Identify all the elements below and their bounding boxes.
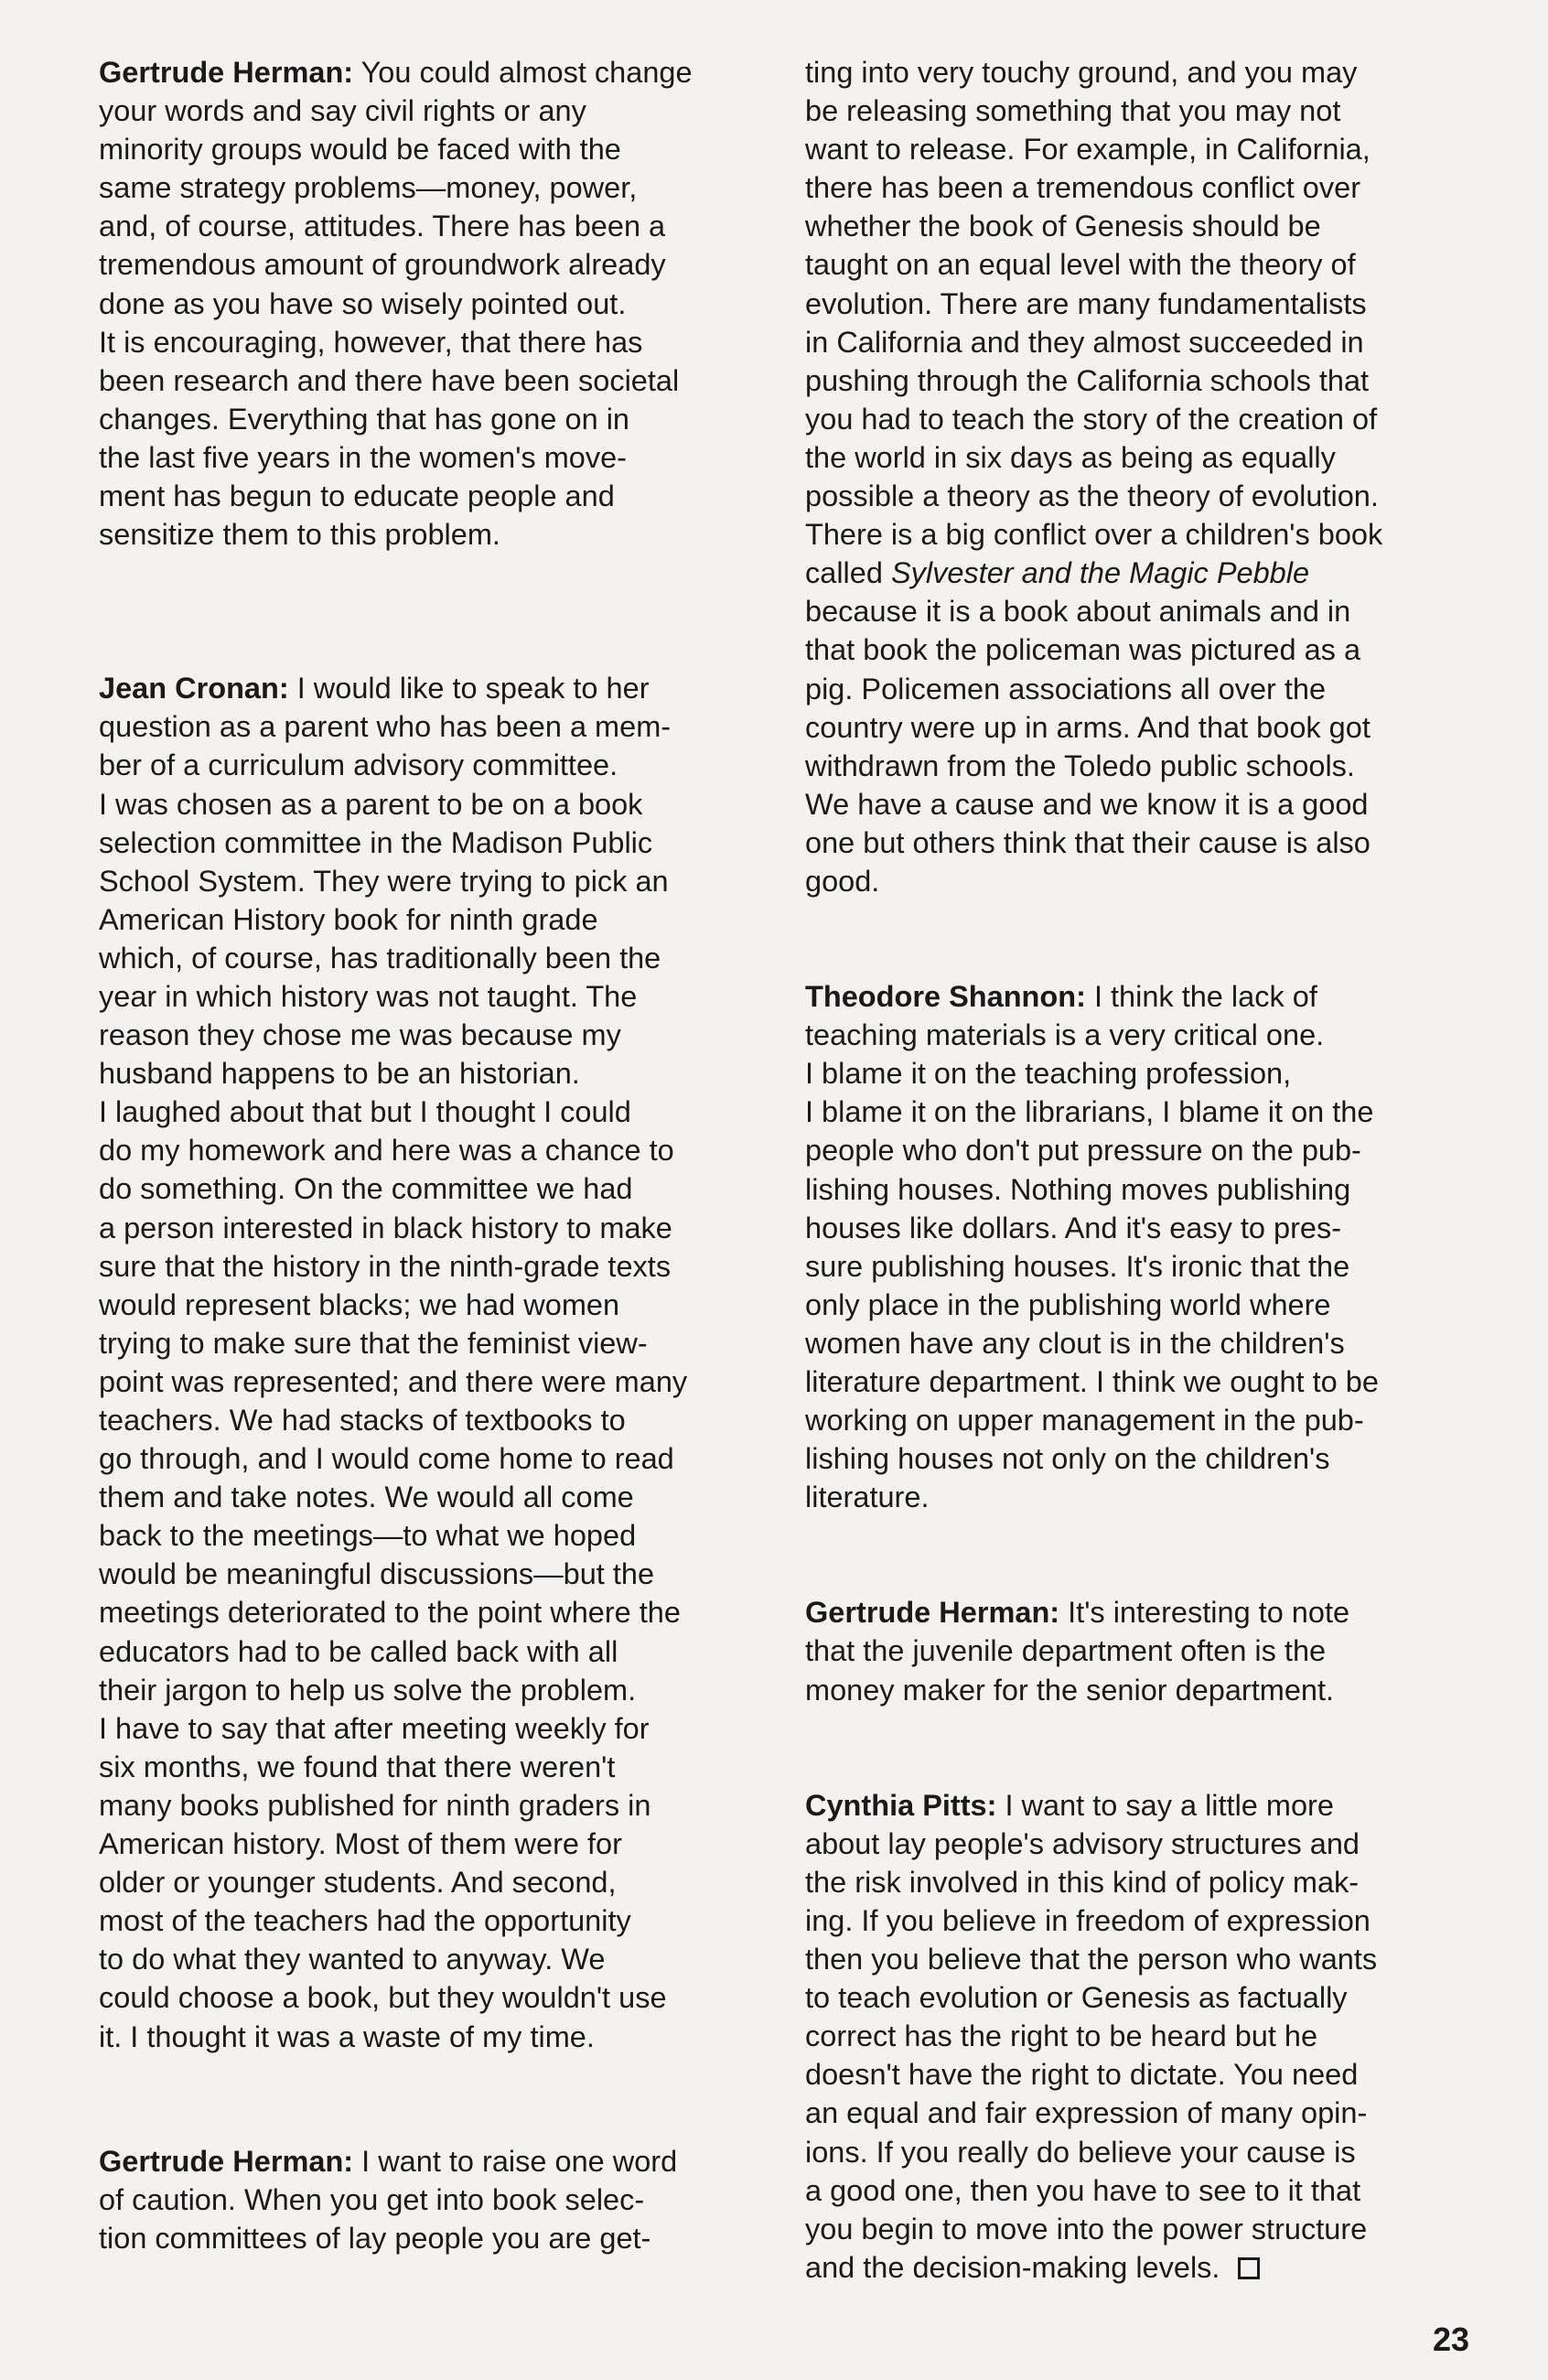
- text-line: meetings deteriorated to the point where the: [99, 1596, 681, 1630]
- text-line: trying to make sure that the feminist view-: [99, 1326, 648, 1360]
- text-line: that book the policeman was pictured as a: [805, 633, 1361, 667]
- text-line: You could almost change: [353, 56, 693, 89]
- text-line: working on upper management in the pub-: [805, 1404, 1364, 1438]
- text-line: teaching materials is a very critical one.: [805, 1018, 1325, 1052]
- text-line: evolution. There are many fundamentalists: [805, 286, 1367, 320]
- text-line: would represent blacks; we had women: [99, 1287, 620, 1321]
- page-number: 23: [1432, 2321, 1469, 2358]
- speaker-name: Gertrude Herman:: [805, 1596, 1060, 1630]
- text-line: a good one, then you have to see to it that: [805, 2173, 1361, 2207]
- text-line: people who don't put pressure on the pub-: [805, 1134, 1361, 1168]
- text-line: an equal and fair expression of many opin-: [805, 2096, 1368, 2130]
- text-line: There is a big conflict over a children's book: [805, 518, 1383, 552]
- text-line: and the decision-making levels.: [805, 2250, 1220, 2284]
- text-line: go through, and I would come home to read: [99, 1442, 674, 1476]
- text-line: doesn't have the right to dictate. You need: [805, 2058, 1359, 2092]
- text-line: do my homework and here was a chance to: [99, 1134, 674, 1168]
- text-line: School System. They were trying to pick an: [99, 864, 669, 898]
- text-line: women have any clout is in the children's: [805, 1326, 1345, 1360]
- text-line: ions. If you really do believe your cause is: [805, 2135, 1356, 2169]
- text-line: It's interesting to note: [1059, 1596, 1350, 1630]
- text-line: year in which history was not taught. The: [99, 979, 638, 1013]
- text-line: the last five years in the women's move-: [99, 440, 628, 474]
- text-line: one but others think that their cause is also: [805, 825, 1371, 859]
- text-line: point was represented; and there were many: [99, 1364, 688, 1398]
- text-line: which, of course, has traditionally been the: [99, 941, 661, 975]
- text-line: I would like to speak to her: [288, 672, 650, 705]
- text-line: pig. Policemen associations all over the: [805, 672, 1327, 705]
- text-line: been research and there have been societal: [99, 363, 680, 397]
- text-line: American history. Most of them were for: [99, 1827, 622, 1861]
- text-line: it. I thought it was a waste of my time.: [99, 2019, 595, 2053]
- paragraph-gertrude-herman-1: [99, 53, 778, 554]
- text-line: done as you have so wisely pointed out.: [99, 286, 627, 320]
- text-line: I want to raise one word: [353, 2144, 678, 2178]
- text-line: want to release. For example, in California,: [805, 133, 1371, 167]
- text-line: that the juvenile department often is the: [805, 1634, 1327, 1668]
- text-line: tion committees of lay people you are get-: [99, 2221, 651, 2255]
- text-line: ting into very touchy ground, and you may: [805, 56, 1358, 89]
- text-line: six months, we found that there weren't: [99, 1750, 616, 1783]
- text-line: ment has begun to educate people and: [99, 479, 615, 513]
- paragraph-theodore-shannon: [805, 977, 1491, 1516]
- text-line: We have a cause and we know it is a good: [805, 787, 1369, 821]
- speaker-name: Cynthia Pitts:: [805, 1788, 997, 1822]
- speaker-name: Jean Cronan:: [99, 672, 289, 705]
- text-line: only place in the publishing world where: [805, 1287, 1331, 1321]
- paragraph-cynthia-pitts: [805, 1786, 1491, 2287]
- text-line: there has been a tremendous conflict over: [805, 171, 1361, 205]
- paragraph-jean-cronan: [99, 669, 778, 2055]
- text-line: taught on an equal level with the theory of: [805, 248, 1356, 282]
- text-line: ing. If you believe in freedom of expression: [805, 1903, 1371, 1937]
- text-line: literature department. I think we ought to be: [805, 1365, 1379, 1398]
- text-line: to teach evolution or Genesis as factually: [805, 1981, 1348, 2015]
- text-line: older or younger students. And second,: [99, 1866, 617, 1900]
- text-line: pushing through the California schools that: [805, 363, 1370, 397]
- text-line: lishing houses. Nothing moves publishing: [805, 1172, 1351, 1206]
- text-line: I want to say a little more: [996, 1788, 1334, 1822]
- text-line: do something. On the committee we had: [99, 1172, 633, 1206]
- text-line: American History book for ninth grade: [99, 902, 598, 936]
- text-line: selection committee in the Madison Public: [99, 825, 653, 859]
- text-line: because it is a book about animals and in: [805, 595, 1351, 629]
- text-line: question as a parent who has been a mem-: [99, 710, 672, 744]
- text-line: and, of course, attitudes. There has been a: [99, 210, 666, 243]
- text-line: tremendous amount of groundwork already: [99, 248, 666, 282]
- text-line: back to the meetings—to what we hoped: [99, 1519, 637, 1553]
- left-column: [99, 53, 778, 2257]
- text-line: I was chosen as a parent to be on a book: [99, 787, 643, 821]
- text-line: a person interested in black history to make: [99, 1211, 672, 1244]
- text-line: ber of a curriculum advisory committee.: [99, 748, 618, 782]
- text-line: good.: [805, 864, 880, 898]
- text-line: would be meaningful discussions—but the: [99, 1557, 655, 1591]
- text-line: possible a theory as the theory of evolution.: [805, 479, 1379, 513]
- text-line: your words and say civil rights or any: [99, 94, 586, 128]
- speaker-name: Theodore Shannon:: [805, 980, 1086, 1014]
- text-line: It is encouraging, however, that there has: [99, 325, 643, 359]
- text-line: to do what they wanted to anyway. We: [99, 1943, 606, 1976]
- text-line: I laughed about that but I thought I could: [99, 1095, 631, 1129]
- text-line: withdrawn from the Toledo public schools.: [805, 748, 1355, 782]
- text-line: sure that the history in the ninth-grade texts: [99, 1249, 672, 1283]
- text-line: I blame it on the teaching profession,: [805, 1057, 1292, 1091]
- text-line: educators had to be called back with all: [99, 1634, 618, 1668]
- text-line: of caution. When you get into book selec-: [99, 2182, 645, 2216]
- text-line: sure publishing houses. It's ironic that the: [805, 1249, 1350, 1283]
- text-line: in California and they almost succeeded in: [805, 325, 1364, 359]
- paragraph-gertrude-herman-3: [805, 1593, 1491, 1708]
- text-line: then you believe that the person who wants: [805, 1943, 1378, 1976]
- text-line: their jargon to help us solve the problem.: [99, 1673, 637, 1707]
- text-line: the world in six days as being as equally: [805, 440, 1336, 474]
- text-line: changes. Everything that has gone on in: [99, 402, 629, 436]
- text-line: reason they chose me was because my: [99, 1018, 621, 1052]
- text-line: teachers. We had stacks of textbooks to: [99, 1404, 626, 1437]
- text-line: I think the lack of: [1085, 980, 1317, 1014]
- end-of-article-square-icon: [1238, 2257, 1260, 2279]
- text-line: them and take notes. We would all come: [99, 1481, 634, 1514]
- book-title: Sylvester and the Magic Pebble: [890, 556, 1310, 590]
- text-line: could choose a book, but they wouldn't use: [99, 1981, 667, 2015]
- text-line: I blame it on the librarians, I blame it on the: [805, 1095, 1374, 1129]
- text-line: lishing houses not only on the children's: [805, 1442, 1330, 1476]
- text-line: most of the teachers had the opportunity: [99, 1904, 631, 1938]
- paragraph-gertrude-herman-continued: [805, 53, 1491, 900]
- text-line: many books published for ninth graders in: [99, 1788, 651, 1822]
- text-line: the risk involved in this kind of policy mak-: [805, 1865, 1360, 1899]
- text-line: sensitize them to this problem.: [99, 518, 500, 552]
- text-line: minority groups would be faced with the: [99, 133, 621, 167]
- text-line: literature.: [805, 1481, 930, 1514]
- text-line: you begin to move into the power structure: [805, 2212, 1368, 2245]
- speaker-name: Gertrude Herman:: [99, 2144, 354, 2178]
- paragraph-gertrude-herman-2: [99, 2142, 778, 2257]
- text-line: husband happens to be an historian.: [99, 1057, 580, 1091]
- speaker-name: Gertrude Herman:: [99, 56, 354, 89]
- text-line: about lay people's advisory structures and: [805, 1826, 1360, 1860]
- text-line: whether the book of Genesis should be: [805, 210, 1321, 243]
- right-column: [805, 53, 1491, 2287]
- text-line: I have to say that after meeting weekly for: [99, 1711, 650, 1745]
- text-line: called: [805, 556, 891, 590]
- text-line: money maker for the senior department.: [805, 1673, 1335, 1707]
- text-line: correct has the right to be heard but he: [805, 2019, 1318, 2053]
- text-line: be releasing something that you may not: [805, 94, 1341, 128]
- text-line: houses like dollars. And it's easy to pres-: [805, 1211, 1342, 1244]
- text-line: same strategy problems—money, power,: [99, 171, 638, 205]
- text-line: you had to teach the story of the creation of: [805, 402, 1378, 436]
- text-line: country were up in arms. And that book got: [805, 710, 1371, 744]
